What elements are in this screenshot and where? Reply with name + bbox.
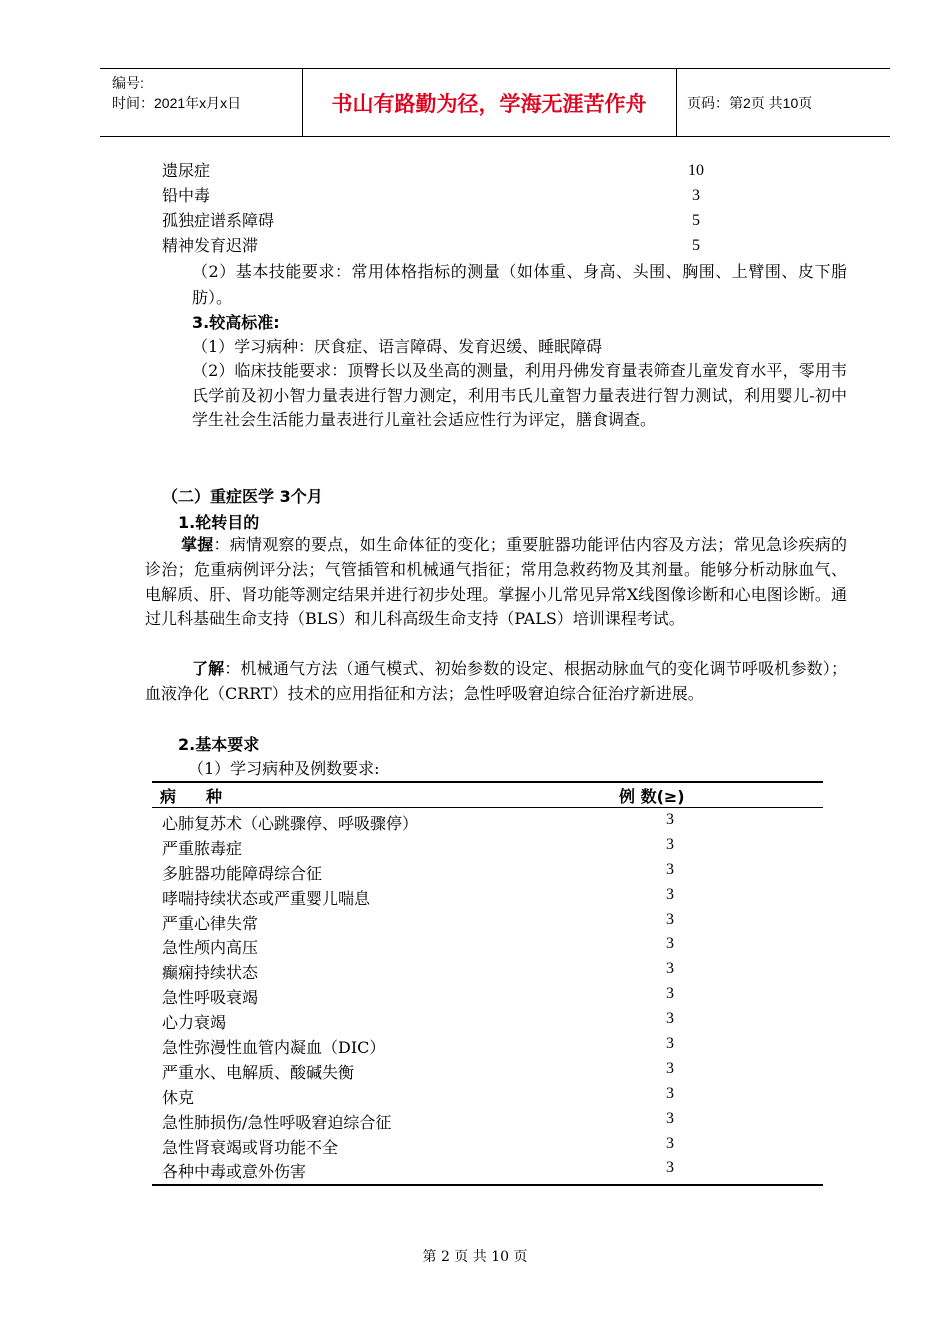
header-meta xyxy=(100,69,303,136)
row-disease: 癫痫持续状态 xyxy=(162,963,259,983)
table-row xyxy=(152,1107,823,1132)
row-count: 3 xyxy=(666,960,674,978)
basic-skills-paragraph: （2）基本技能要求：常用体格指标的测量（如体重、身高、头围、胸围、上臂围、皮下脂肪）。 xyxy=(192,262,847,307)
row-disease: 急性肾衰竭或肾功能不全 xyxy=(162,1137,339,1157)
row-disease: 急性呼吸衰竭 xyxy=(162,988,259,1008)
table-row xyxy=(152,908,823,933)
table-row xyxy=(152,1132,823,1157)
list-item-count: 10 xyxy=(688,162,704,179)
know-text: ：机械通气方法（通气模式、初始参数的设定、根据动脉血气的变化调节呼吸机参数）；血液净化（CRRT）技术的应用指征和方法；急性呼吸窘迫综合征治疗新进展。 xyxy=(145,659,847,703)
row-disease: 心肺复苏术（心跳骤停、呼吸骤停） xyxy=(162,814,419,833)
row-count: 3 xyxy=(666,885,674,903)
page-footer: 第 2 页 共 10 页 xyxy=(422,1249,528,1265)
higher-diseases: （1）学习病种：厌食症、语言障碍、发育迟缓、睡眠障碍 xyxy=(192,337,603,356)
list-item-name: 孤独症谱系障碍 xyxy=(162,211,275,230)
row-count: 3 xyxy=(666,860,674,878)
row-count: 3 xyxy=(666,835,674,853)
row-count: 3 xyxy=(666,1059,674,1077)
row-disease: 严重水、电解质、酸碱失衡 xyxy=(162,1062,355,1082)
row-disease: 急性肺损伤/急性呼吸窘迫综合征 xyxy=(162,1112,392,1132)
table-body xyxy=(152,808,823,1186)
goal-title: 1.轮转目的 xyxy=(178,513,260,532)
list-item-count: 3 xyxy=(692,187,700,204)
row-count: 3 xyxy=(666,1010,674,1028)
row-count: 3 xyxy=(666,1134,674,1152)
row-count: 3 xyxy=(666,1084,674,1102)
section-title: （二）重症医学 3个月 xyxy=(162,487,323,506)
header-page-label: 页码：第2页 共10页 xyxy=(687,94,813,111)
table-row xyxy=(152,1057,823,1082)
list-item-name: 精神发育迟滞 xyxy=(162,236,259,255)
row-count: 3 xyxy=(666,1159,674,1177)
list-item-name: 遗尿症 xyxy=(162,161,211,180)
higher-standard-title: 3.较高标准: xyxy=(192,313,280,332)
master-paragraph xyxy=(145,533,847,632)
row-disease: 多脏器功能障碍综合征 xyxy=(162,863,323,883)
time-label: 时间：2021年x月x日 xyxy=(112,95,242,111)
header-motto: 书山有路勤为径，学海无涯苦作舟 xyxy=(302,69,677,136)
table-row xyxy=(152,1082,823,1107)
table-row xyxy=(152,982,823,1007)
row-disease: 急性颅内高压 xyxy=(162,938,259,958)
row-count: 3 xyxy=(666,985,674,1003)
higher-skills-paragraph: （2）临床技能要求：顶臀长以及坐高的测量，利用丹佛发育量表筛查儿童发育水平，零用韦氏学前及初小智力量表进行智力测定，利用韦氏儿童智力量表进行智力测试，利用婴儿-初中学生社会生活能力量表进行儿童社会适应性行为评定，膳食调查。 xyxy=(192,361,847,429)
header-disease: 病种 xyxy=(160,787,253,806)
know-paragraph xyxy=(145,657,847,707)
know-label: 了解 xyxy=(192,659,225,678)
row-disease: 哮喘持续状态或严重婴儿喘息 xyxy=(162,888,371,908)
master-text: ：病情观察的要点，如生命体征的变化；重要脏器功能评估内容及方法；常见急诊疾病的诊治；危重病例评分法；气管插管和机械通气指征；常用急救药物及其剂量。能够分析动脉血气、电解质、肝、肾功能等测定结果并进行初步处理。掌握小儿常见异常X线图像诊断和心电图诊断。通过儿科基础生命支持（BLS）和儿科高级生命支持（PALS）培训课程考试。 xyxy=(145,535,847,629)
list-intro: （1）学习病种及例数要求: xyxy=(188,759,380,778)
page-header xyxy=(100,68,890,137)
header-count: 例 数(≥) xyxy=(619,787,685,806)
list-item-count: 5 xyxy=(692,237,700,254)
table-row xyxy=(152,808,823,833)
table-row xyxy=(152,957,823,982)
row-count: 3 xyxy=(666,811,674,828)
row-count: 3 xyxy=(666,1109,674,1127)
row-disease: 心力衰竭 xyxy=(162,1013,227,1033)
row-disease: 严重脓毒症 xyxy=(162,838,243,858)
table-row xyxy=(152,932,823,957)
row-count: 3 xyxy=(666,1035,674,1053)
table-row xyxy=(152,1032,823,1057)
row-count: 3 xyxy=(666,935,674,953)
table-row xyxy=(152,1156,823,1181)
row-disease: 急性弥漫性血管内凝血（DIC） xyxy=(162,1038,386,1058)
list-item-name: 铅中毒 xyxy=(162,186,211,205)
row-disease: 休克 xyxy=(162,1087,195,1107)
master-label: 掌握 xyxy=(181,535,214,554)
list-item-count: 5 xyxy=(692,212,700,229)
table-row xyxy=(152,1007,823,1032)
table-row xyxy=(152,883,823,908)
table-row xyxy=(152,858,823,883)
row-disease: 严重心律失常 xyxy=(162,913,259,933)
row-disease: 各种中毒或意外伤害 xyxy=(162,1162,307,1182)
table-row xyxy=(152,833,823,858)
code-label: 编号: xyxy=(112,75,144,91)
table-header xyxy=(152,783,823,808)
basic-title: 2.基本要求 xyxy=(178,735,260,754)
row-count: 3 xyxy=(666,910,674,928)
disease-table xyxy=(152,781,823,1186)
